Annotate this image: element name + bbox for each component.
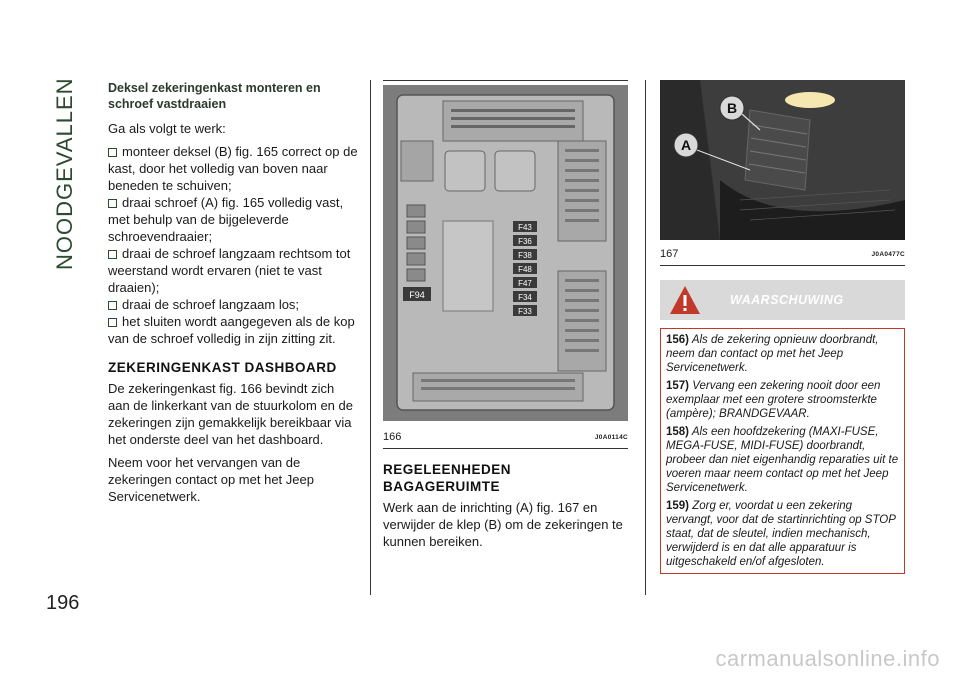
figure-code: J0A0477C [871, 251, 905, 258]
section-title-text: NOODGEVALLEN [52, 77, 77, 270]
warning-box [660, 328, 905, 574]
list-item: draai de schroef langzaam rechtsom tot weerstand wordt ervaren (niet te vast draaien); [108, 246, 351, 295]
figure-caption [660, 244, 905, 266]
checkbox-bullet-icon [108, 148, 117, 157]
page-number: 196 [46, 592, 80, 614]
paragraph: De zekeringenkast fig. 166 bevindt zich aan de linkerkant van de stuurkolom en de zekeringen zijn gemakkelijk bereikbaar via het onderste deel van het dashboard. [108, 381, 353, 447]
checkbox-bullet-icon [108, 199, 117, 208]
column-1 [108, 80, 358, 511]
figure-166 [383, 80, 628, 449]
warning-item: 156) Als de zekering opnieuw doorbrandt, neem dan contact op met het Jeep Servicenetwerk. [666, 334, 879, 374]
list-item: het sluiten wordt aangegeven als de kop van de schroef volledig in zijn zitting zit. [108, 314, 355, 346]
figure-167 [660, 80, 905, 266]
fusebox-illustration [383, 81, 628, 423]
column-divider [370, 80, 371, 595]
callout-label-b: B [726, 100, 738, 116]
warning-header [660, 280, 905, 320]
trunk-photo-illustration [660, 80, 905, 240]
column-2 [383, 80, 628, 556]
fuse-label: F36 [518, 237, 532, 246]
warning-item: 157) Vervang een zekering nooit door een exemplaar met een grotere stroomsterkte (ampère); BRANDGEVAAR. [666, 380, 881, 420]
paragraph: Werk aan de inrichting (A) fig. 167 en verwijder de klep (B) om de zekeringen te kunnen bereiken. [383, 500, 623, 549]
fuse-label: F33 [518, 307, 532, 316]
section-heading: REGELEENHEDEN BAGAGERUIMTE [383, 462, 512, 494]
fuse-label-f94: F94 [409, 290, 425, 300]
checkbox-bullet-icon [108, 301, 117, 310]
checkbox-bullet-icon [108, 250, 117, 259]
figure-caption [383, 427, 628, 449]
intro-text: Ga als volgt te werk: [108, 121, 226, 136]
fuse-label: F34 [518, 293, 532, 302]
warning-triangle-icon [668, 284, 702, 316]
list-item: draai schroef (A) fig. 165 volledig vast, met behulp van de bijgeleverde schroevendraaier; [108, 195, 344, 244]
fuse-label: F48 [518, 265, 532, 274]
warning-item: 159) Zorg er, voordat u een zekering vervangt, voor dat de startinrichting op STOP staat, dat de sleutel, indien mechanisch, verwijderd is en dat alle apparatuur is uitgeschakeld en/of afgesloten. [666, 500, 896, 568]
callout-label-a: A [680, 137, 692, 153]
section-side-title [52, 60, 80, 270]
watermark: carmanualsonline.info [715, 646, 940, 671]
list-item: draai de schroef langzaam los; [108, 296, 358, 313]
subheading: Deksel zekeringenkast monteren en schroef vastdraaien [108, 81, 321, 111]
figure-number: 166 [383, 431, 402, 443]
section-heading: ZEKERINGENKAST DASHBOARD [108, 360, 337, 375]
column-3 [660, 80, 905, 574]
fuse-label: F47 [518, 279, 532, 288]
fuse-label: F43 [518, 223, 532, 232]
checkbox-bullet-icon [108, 318, 117, 327]
column-divider [645, 80, 646, 595]
paragraph: Neem voor het vervangen van de zekeringen contact op met het Jeep Servicenetwerk. [108, 455, 314, 504]
figure-number: 167 [660, 248, 679, 260]
list-item: monteer deksel (B) fig. 165 correct op de kast, door het volledig van boven naar beneden te schuiven; [108, 144, 358, 193]
warning-item: 158) Als een hoofdzekering (MAXI-FUSE, MEGA-FUSE, MIDI-FUSE) doorbrandt, probeer dan niet eigenhandig reparaties uit te voeren maar neem contact op met het Jeep Servicenetwerk. [666, 426, 899, 494]
figure-code: J0A0114C [594, 434, 628, 441]
warning-title: WAARSCHUWING [730, 293, 844, 307]
fuse-label: F38 [518, 251, 532, 260]
